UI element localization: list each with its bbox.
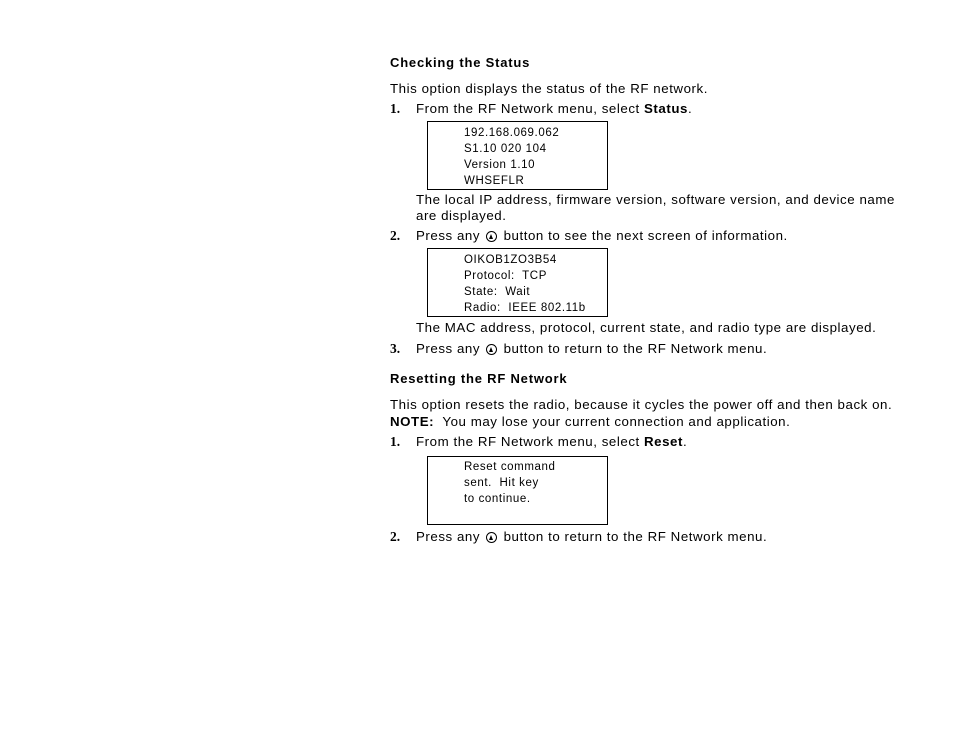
up-arrow-button-icon <box>486 231 497 242</box>
step-number: 1. <box>390 101 401 116</box>
manual-page <box>390 54 910 545</box>
section-heading-reset: Resetting the RF Network <box>390 371 568 386</box>
step-number: 2. <box>390 529 401 544</box>
note-label: NOTE: <box>390 414 435 429</box>
reset-note <box>390 414 910 430</box>
status-step-1: 1. From the RF Network menu, select Status. <box>390 101 693 116</box>
screen-line-2: sent. Hit key <box>464 477 539 489</box>
screen-line-device: WHSEFLR <box>464 175 525 187</box>
note-text: You may lose your current connection and application. <box>434 414 791 429</box>
up-arrow-button-icon <box>486 344 497 355</box>
reset-step-1: 1. From the RF Network menu, select Reset. <box>390 434 688 449</box>
status-desc-2: The MAC address, protocol, current state, and radio type are displayed. <box>416 320 877 335</box>
screen-line-1: Reset command <box>464 461 556 473</box>
status-step-2: 2. Press any button to see the next screen of information. <box>390 228 788 243</box>
screen-line-firmware: S1.10 020 104 <box>464 143 547 155</box>
screen-line-radio: Radio: IEEE 802.11b <box>464 302 586 314</box>
reset-step-2: 2. Press any button to return to the RF Network menu. <box>390 529 768 544</box>
screen-line-3: to continue. <box>464 493 531 505</box>
status-screen-1 <box>427 121 608 190</box>
screen-line-mac: OIKOB1ZO3B54 <box>464 254 557 266</box>
reset-intro: This option resets the radio, because it cycles the power off and then back on. <box>390 397 893 412</box>
step-number: 3. <box>390 341 401 356</box>
up-arrow-button-icon <box>486 532 497 543</box>
step-number: 1. <box>390 434 401 449</box>
status-intro: This option displays the status of the RF network. <box>390 81 708 96</box>
menu-option-reset: Reset <box>644 434 683 449</box>
section-heading-status: Checking the Status <box>390 55 531 70</box>
status-screen-2 <box>427 248 608 317</box>
menu-option-status: Status <box>644 101 688 116</box>
screen-line-state: State: Wait <box>464 286 531 298</box>
screen-line-version: Version 1.10 <box>464 159 536 171</box>
screen-line-protocol: Protocol: TCP <box>464 270 547 282</box>
status-step-3: 3. Press any button to return to the RF Network menu. <box>390 341 768 356</box>
status-desc-1: The local IP address, firmware version, software version, and device name are displayed. <box>416 192 895 223</box>
step-number: 2. <box>390 228 401 243</box>
screen-line-ip: 192.168.069.062 <box>464 127 560 139</box>
reset-screen <box>427 456 608 525</box>
